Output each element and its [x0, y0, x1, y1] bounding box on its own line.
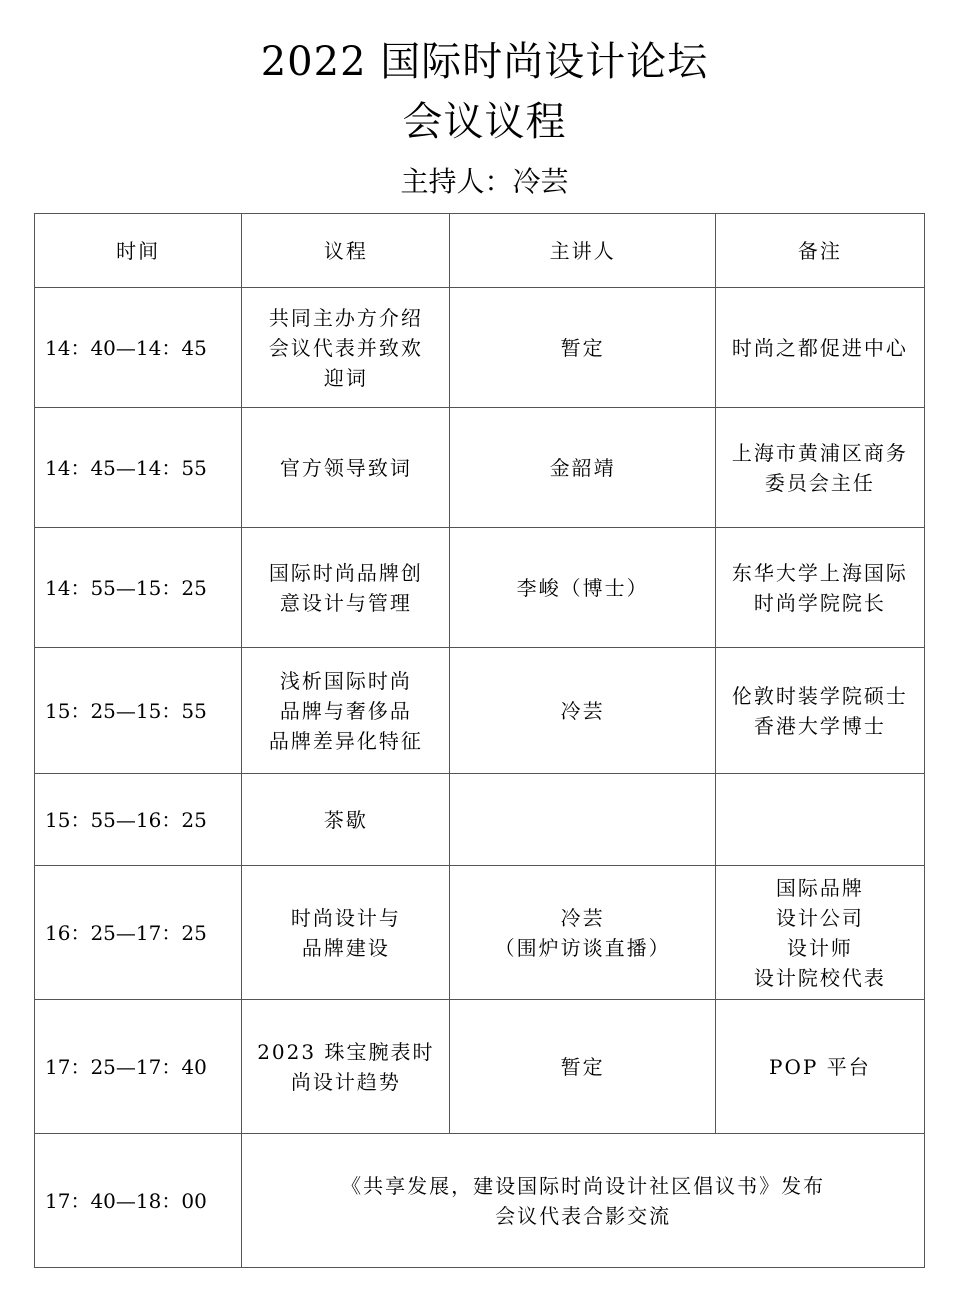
speaker-cell: [450, 408, 715, 528]
table-row: [35, 528, 925, 648]
time-cell: 17：40—18：00: [35, 1134, 242, 1268]
topic-cell: [242, 866, 450, 1000]
topic-cell: [242, 288, 450, 408]
table-row: [35, 866, 925, 1000]
time-cell: 14：40—14：45: [35, 288, 242, 408]
topic-cell: [242, 408, 450, 528]
topic-cell-line: 茶歇: [323, 807, 368, 832]
topic-cell: [242, 1000, 450, 1134]
time-cell: 15：55—16：25: [35, 774, 242, 866]
note-cell-line: 香港大学博士: [753, 713, 886, 738]
speaker-cell: [450, 288, 715, 408]
note-cell-line: POP 平台: [769, 1054, 871, 1079]
note-cell: [715, 648, 924, 774]
topic-cell-line: 品牌与奢侈品: [279, 698, 412, 723]
agenda-table: [34, 213, 925, 1268]
note-cell: [715, 288, 924, 408]
note-cell: [715, 528, 924, 648]
time-cell: 16：25—17：25: [35, 866, 242, 1000]
topic-cell-line: 浅析国际时尚: [279, 668, 412, 693]
time-cell: 17：25—17：40: [35, 1000, 242, 1134]
topic-cell-line: 品牌建设: [301, 935, 390, 960]
note-cell-line: 上海市黄浦区商务: [731, 440, 908, 465]
page-title: 2022 国际时尚设计论坛: [260, 39, 709, 85]
merged-content-cell-line: 《共享发展，建设国际时尚设计社区倡议书》发布: [341, 1173, 826, 1198]
note-cell: [715, 866, 924, 1000]
speaker-cell-line: 李峻（博士）: [516, 575, 649, 600]
topic-cell-line: 意设计与管理: [279, 590, 412, 615]
table-row: [35, 408, 925, 528]
time-cell: 14：55—15：25: [35, 528, 242, 648]
note-cell-line: 设计公司: [775, 905, 864, 930]
topic-cell-line: 共同主办方介绍: [268, 305, 423, 330]
speaker-cell: [450, 1000, 715, 1134]
note-cell-line: 东华大学上海国际: [731, 560, 908, 585]
note-cell-line: 伦敦时装学院硕士: [731, 683, 908, 708]
note-cell-line: 设计院校代表: [753, 965, 886, 990]
table-row: [35, 1000, 925, 1134]
note-cell-line: 时尚之都促进中心: [731, 335, 908, 360]
note-cell: [715, 774, 924, 866]
table-row: [35, 774, 925, 866]
merged-content-cell: [242, 1134, 925, 1268]
topic-cell: [242, 648, 450, 774]
note-cell-line: 国际品牌: [775, 875, 864, 900]
speaker-cell: [450, 528, 715, 648]
speaker-cell: [450, 774, 715, 866]
topic-cell-line: 会议代表并致欢: [268, 335, 423, 360]
note-cell: [715, 408, 924, 528]
speaker-cell-line: 暂定: [560, 335, 605, 360]
table-row: [35, 288, 925, 408]
speaker-cell-line: 金韶靖: [549, 455, 616, 480]
note-cell-line: 设计师: [786, 935, 853, 960]
speaker-cell-line: 冷芸: [560, 905, 605, 930]
column-header-speaker: 主讲人: [450, 214, 715, 288]
speaker-cell: [450, 648, 715, 774]
speaker-cell-line: （围炉访谈直播）: [494, 935, 671, 960]
agenda-body: [35, 288, 925, 1268]
topic-cell: [242, 528, 450, 648]
topic-cell: [242, 774, 450, 866]
speaker-cell: [450, 866, 715, 1000]
column-header-note: 备注: [715, 214, 924, 288]
topic-cell-line: 国际时尚品牌创: [268, 560, 423, 585]
table-row: [35, 648, 925, 774]
column-header-topic: 议程: [242, 214, 450, 288]
time-cell: 15：25—15：55: [35, 648, 242, 774]
table-row-final: [35, 1134, 925, 1268]
note-cell-line: 委员会主任: [764, 470, 875, 495]
host-line: 主持人：冷芸: [400, 165, 569, 198]
topic-cell-line: 时尚设计与: [290, 905, 401, 930]
note-cell-line: 时尚学院院长: [753, 590, 886, 615]
topic-cell-line: 尚设计趋势: [290, 1069, 401, 1094]
speaker-cell-line: 暂定: [560, 1054, 605, 1079]
header-row: [35, 214, 925, 288]
speaker-cell-line: 冷芸: [560, 698, 605, 723]
note-cell: [715, 1000, 924, 1134]
column-header-time: 时间: [35, 214, 242, 288]
topic-cell-line: 迎词: [323, 365, 368, 390]
topic-cell-line: 2023 珠宝腕表时: [257, 1039, 435, 1064]
merged-content-cell-line: 会议代表合影交流: [495, 1203, 672, 1228]
topic-cell-line: 官方领导致词: [279, 455, 412, 480]
topic-cell-line: 品牌差异化特征: [268, 728, 423, 753]
page-subtitle: 会议议程: [402, 99, 567, 145]
time-cell: 14：45—14：55: [35, 408, 242, 528]
